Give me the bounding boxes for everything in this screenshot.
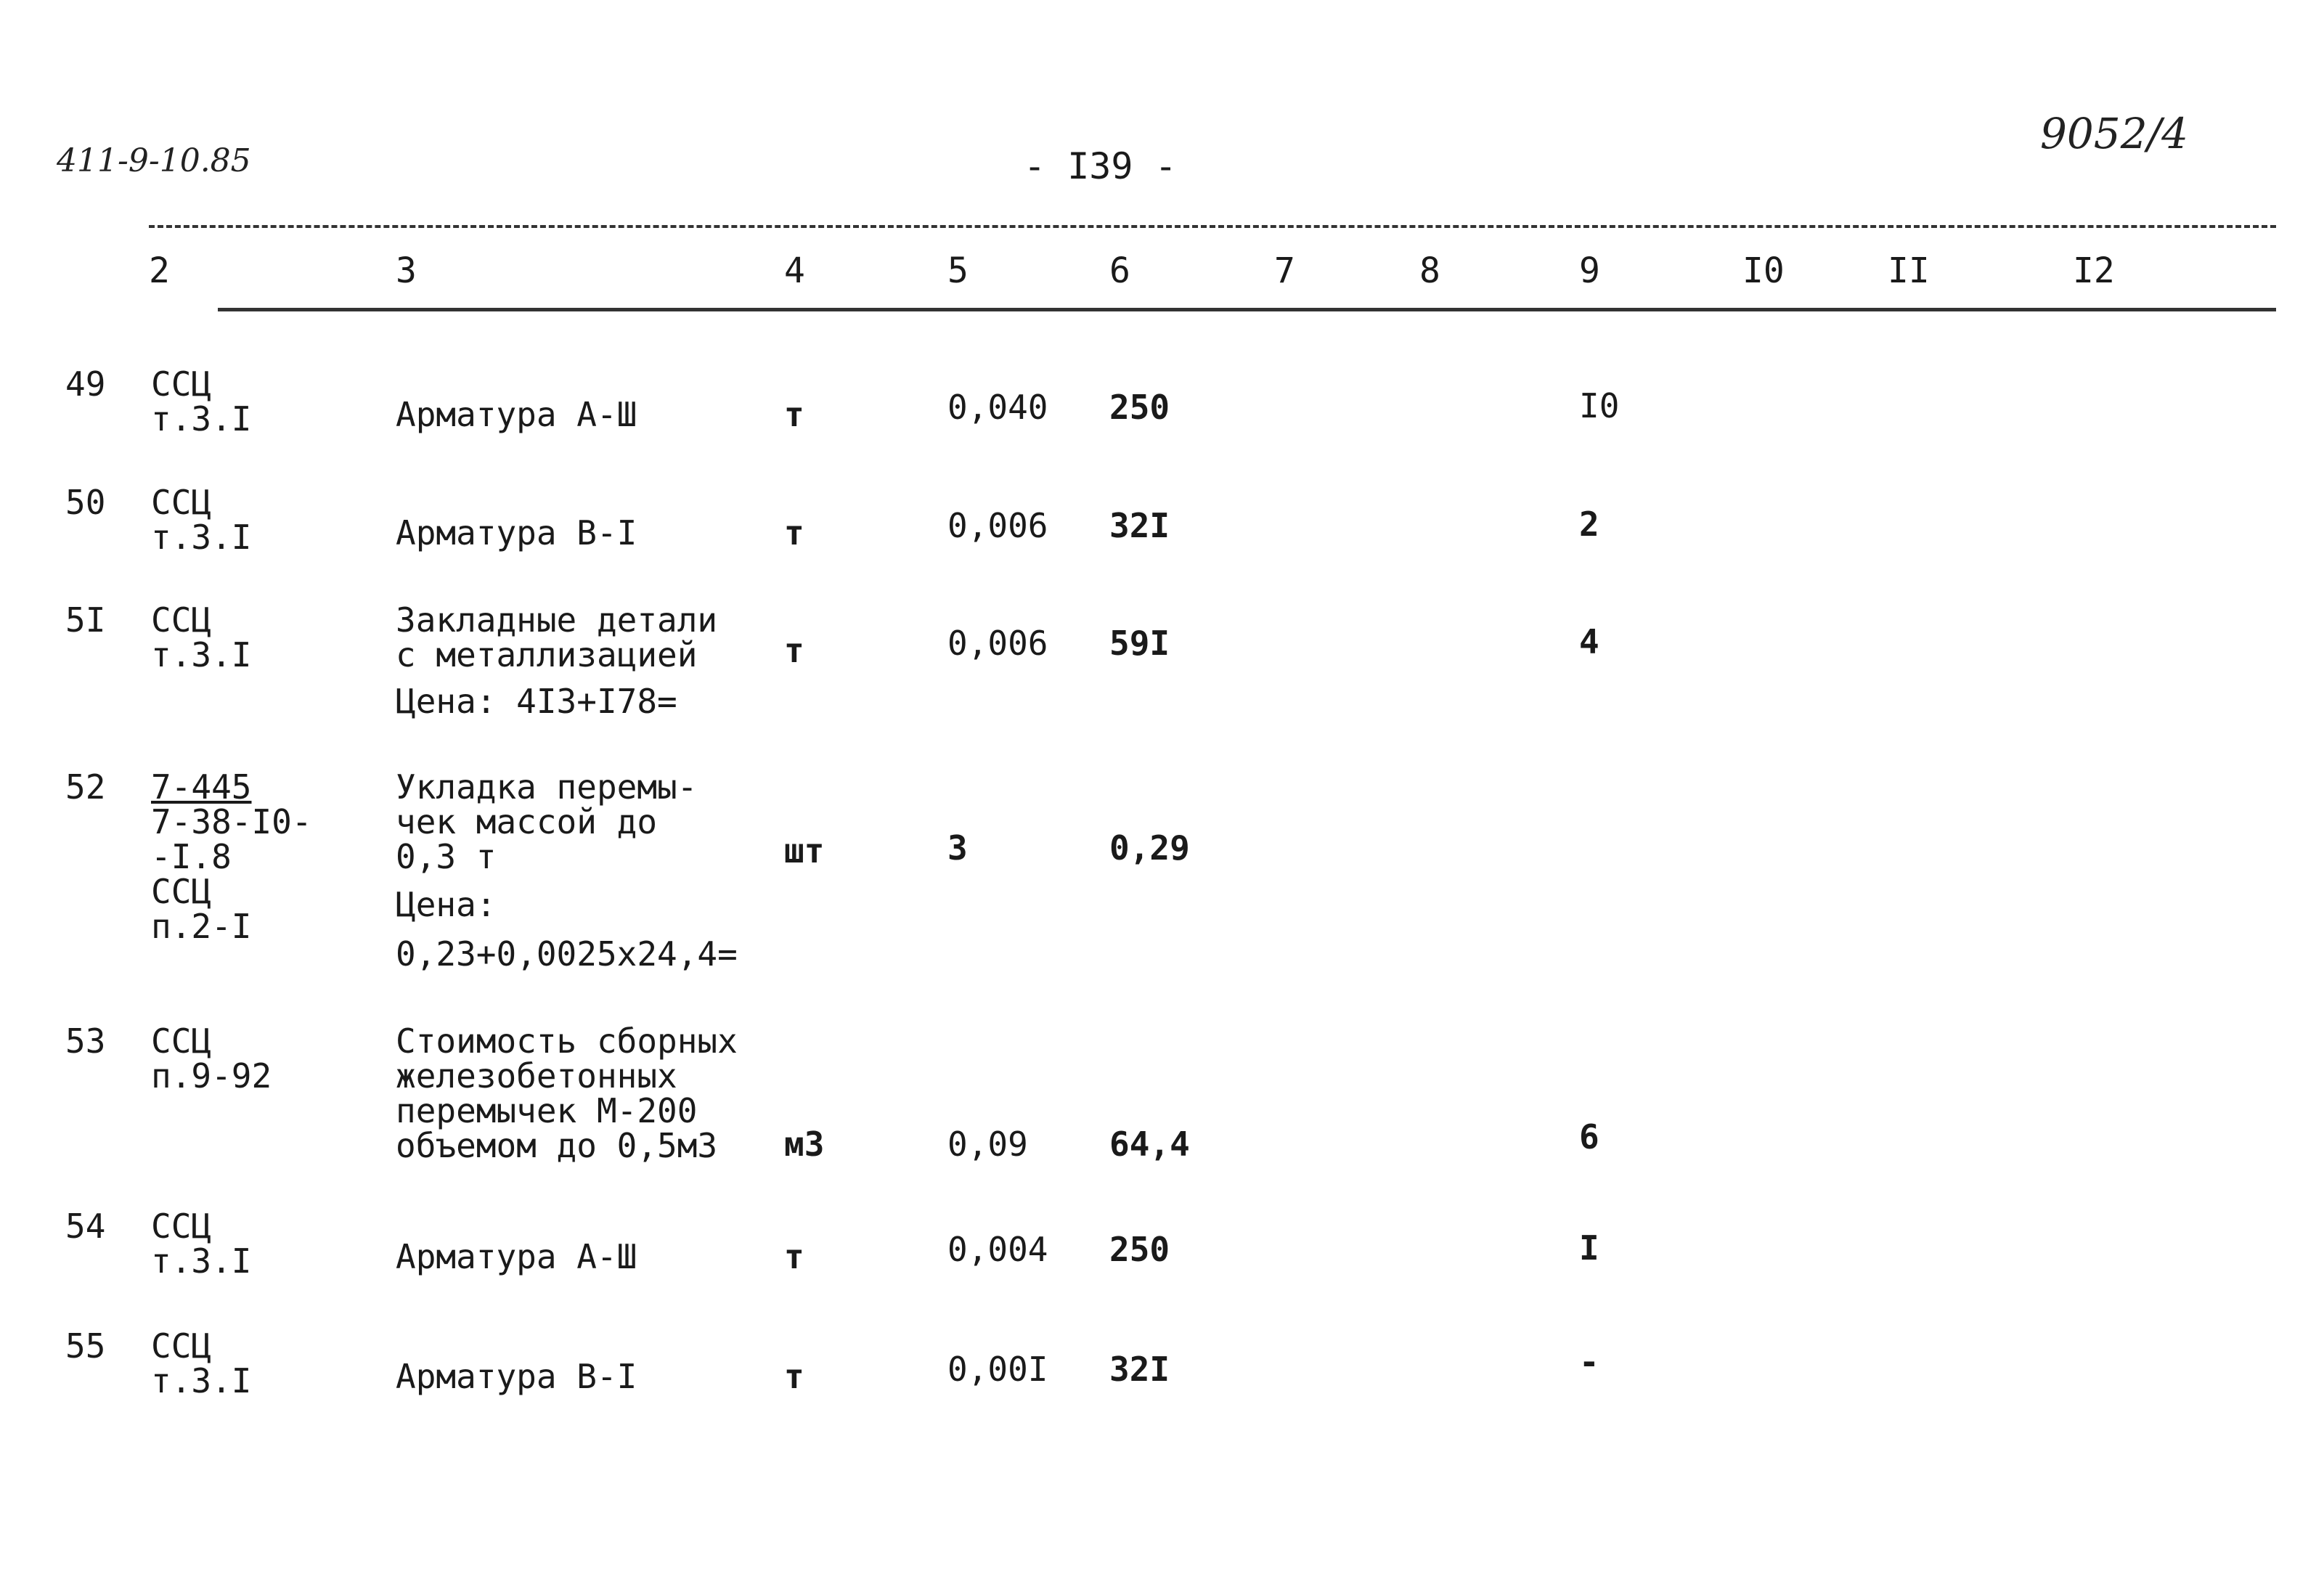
row-price: 32I xyxy=(1109,1350,1170,1389)
row-reference xyxy=(151,600,252,674)
row-description: Арматура А-Ш xyxy=(396,395,637,434)
row-number: 5I xyxy=(65,600,106,640)
column-header-10: I0 xyxy=(1742,250,1785,291)
column-header-11: II xyxy=(1888,250,1930,291)
row-reference xyxy=(151,1021,272,1096)
reference-line: п.9-92 xyxy=(151,1056,272,1096)
row-description xyxy=(396,1021,738,1165)
description-line: Стоимость сборных xyxy=(396,1021,738,1061)
price-label: Цена: xyxy=(396,885,497,924)
reference-line: 7-445 xyxy=(151,767,252,807)
row-description: Арматура А-Ш xyxy=(396,1237,637,1276)
row-reference xyxy=(151,1326,252,1400)
row-reference xyxy=(151,485,251,555)
row-col9: 2 xyxy=(1579,505,1599,544)
document-code: 411-9-10.85 xyxy=(57,142,251,179)
row-reference xyxy=(151,767,312,946)
row-price: 64,4 xyxy=(1109,1125,1190,1164)
row-unit: т xyxy=(784,513,804,552)
row-description xyxy=(396,767,698,876)
reference-line: т.3.I xyxy=(151,399,252,438)
row-description xyxy=(396,600,718,674)
description-line: перемычек М-200 xyxy=(396,1091,698,1130)
row-quantity: 3 xyxy=(947,828,968,868)
row-description: Арматура В-I xyxy=(396,513,637,552)
description-line: Закладные детали xyxy=(396,600,718,640)
sheet-mark: 9052/4 xyxy=(2040,109,2189,158)
column-header-2: 2 xyxy=(149,250,170,291)
reference-line: п.2-I xyxy=(151,907,252,946)
description-line: с металлизацией xyxy=(396,635,698,674)
header-bottom-rule xyxy=(218,308,2276,311)
reference-line: 7-38-I0- xyxy=(151,802,312,841)
row-number: 54 xyxy=(65,1207,106,1246)
row-number: 52 xyxy=(65,767,106,807)
row-col9: I0 xyxy=(1579,386,1620,425)
reference-line: ССЦ xyxy=(151,1021,212,1061)
row-quantity: 0,09 xyxy=(947,1125,1028,1164)
reference-line: ССЦ xyxy=(151,872,212,911)
reference-line: ССЦ xyxy=(151,600,212,640)
row-price: 250 xyxy=(1109,1230,1170,1269)
description-line: объемом до 0,5м3 xyxy=(396,1126,718,1165)
row-col9: 4 xyxy=(1579,622,1599,661)
row-unit: шт xyxy=(784,831,825,870)
column-header-4: 4 xyxy=(784,250,805,291)
reference-line: ССЦ xyxy=(151,483,212,522)
description-line: железобетонных xyxy=(396,1056,677,1096)
price-formula: 0,23+0,0025х24,4= xyxy=(396,934,738,974)
row-col9: I xyxy=(1579,1228,1599,1268)
reference-line: -I.8 xyxy=(151,837,232,876)
reference-line: т.3.I xyxy=(151,1241,252,1281)
row-unit: т xyxy=(784,1357,804,1396)
row-number: 53 xyxy=(65,1021,106,1061)
column-header-6: 6 xyxy=(1109,250,1130,291)
row-unit: т xyxy=(784,631,804,670)
page-number: - I39 - xyxy=(1024,145,1177,187)
reference-line: т.3.I xyxy=(151,635,252,674)
reference-line: т.3.I xyxy=(151,518,252,557)
header-top-rule xyxy=(149,225,2276,228)
row-quantity: 0,004 xyxy=(947,1230,1048,1269)
row-unit: м3 xyxy=(784,1125,825,1164)
description-line: Укладка перемы- xyxy=(396,767,698,807)
column-header-8: 8 xyxy=(1419,250,1440,291)
row-col9: - xyxy=(1579,1342,1599,1382)
row-col9: 6 xyxy=(1579,1117,1599,1157)
column-header-12: I2 xyxy=(2073,250,2115,291)
column-header-3: 3 xyxy=(396,250,417,291)
row-price: 59I xyxy=(1109,624,1170,663)
column-header-9: 9 xyxy=(1579,250,1600,291)
row-reference xyxy=(151,1207,252,1281)
row-quantity: 0,006 xyxy=(947,506,1048,545)
row-number: 55 xyxy=(65,1326,106,1366)
row-quantity: 0,00I xyxy=(947,1350,1048,1389)
row-number: 49 xyxy=(65,364,106,404)
description-line: 0,3 т xyxy=(396,837,497,876)
reference-line: ССЦ xyxy=(151,364,212,404)
row-quantity: 0,040 xyxy=(947,388,1048,427)
reference-line: ССЦ xyxy=(151,1326,212,1366)
row-reference xyxy=(151,364,252,438)
reference-line: т.3.I xyxy=(151,1361,252,1400)
row-price: 32I xyxy=(1109,506,1170,545)
row-description: Арматура В-I xyxy=(396,1357,637,1396)
row-number: 50 xyxy=(65,483,106,522)
price-formula: Цена: 4I3+I78= xyxy=(396,682,677,721)
description-line: чек массой до xyxy=(396,802,658,841)
row-quantity: 0,006 xyxy=(947,624,1048,663)
column-header-7: 7 xyxy=(1274,250,1295,291)
row-unit: т xyxy=(784,395,804,434)
column-header-5: 5 xyxy=(947,250,969,291)
row-price: 250 xyxy=(1109,388,1170,427)
reference-line: ССЦ xyxy=(151,1207,212,1246)
row-unit: т xyxy=(784,1237,804,1276)
row-price: 0,29 xyxy=(1109,828,1190,868)
